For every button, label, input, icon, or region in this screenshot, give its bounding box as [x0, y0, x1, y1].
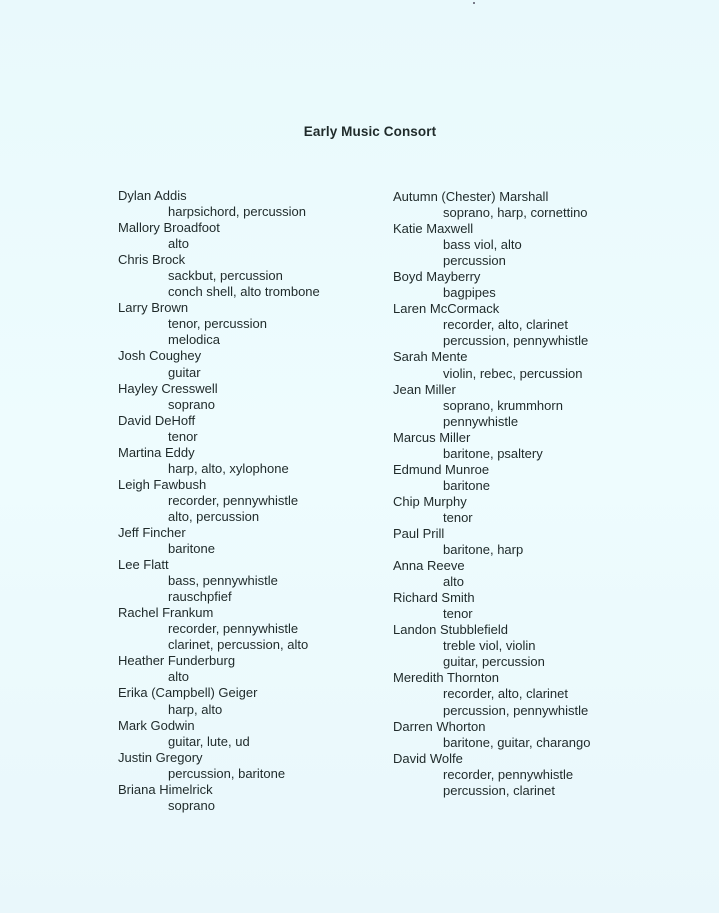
member-instruments: harp, alto	[168, 701, 223, 717]
member-instruments: soprano	[168, 797, 215, 813]
roster-entry	[393, 349, 693, 381]
roster-entry	[393, 751, 693, 799]
member-name: Josh Coughey	[118, 348, 202, 364]
member-instruments: bass viol, alto	[443, 237, 522, 253]
member-instruments: baritone	[443, 477, 490, 493]
roster-entry	[118, 718, 388, 750]
scan-speck	[473, 2, 475, 4]
member-name: David Wolfe	[393, 750, 463, 766]
member-instruments: percussion, baritone	[168, 765, 286, 781]
right-roster-column	[393, 189, 693, 799]
member-name: Mark Godwin	[118, 717, 195, 733]
roster-entry	[393, 590, 693, 622]
member-instruments: percussion, pennywhistle	[443, 702, 589, 718]
roster-entry	[118, 525, 388, 557]
roster-entry	[118, 188, 388, 220]
member-instruments: percussion	[443, 253, 506, 269]
member-name: Chris Brock	[118, 252, 186, 268]
member-name: Anna Reeve	[393, 558, 465, 574]
roster-entry	[393, 526, 693, 558]
member-instruments: tenor	[443, 509, 473, 525]
member-name: Justin Gregory	[118, 749, 203, 765]
roster-entry	[393, 221, 693, 269]
member-name: Meredith Thornton	[393, 670, 499, 686]
member-instruments: percussion, clarinet	[443, 782, 555, 798]
member-instruments: baritone, harp	[443, 542, 524, 558]
member-instruments: guitar, lute, ud	[168, 733, 250, 749]
member-name: Marcus Miller	[393, 429, 471, 445]
member-instruments: rauschpfief	[168, 589, 232, 605]
member-name: Edmund Munroe	[393, 461, 490, 477]
roster-entry	[118, 557, 388, 605]
member-instruments: sackbut, percussion	[168, 268, 283, 284]
member-instruments: baritone, guitar, charango	[443, 734, 591, 750]
roster-entry	[118, 300, 388, 348]
roster-entry	[393, 382, 693, 430]
member-name: Lee Flatt	[118, 557, 169, 573]
roster-entry	[393, 494, 693, 526]
member-instruments: recorder, pennywhistle	[168, 621, 299, 637]
member-name: Erika (Campbell) Geiger	[118, 685, 258, 701]
member-instruments: alto	[168, 669, 189, 685]
roster-entry	[118, 252, 388, 300]
member-name: Leigh Fawbush	[118, 476, 207, 492]
roster-entry	[393, 670, 693, 718]
member-instruments: harp, alto, xylophone	[168, 460, 289, 476]
roster-entry	[118, 685, 388, 717]
member-instruments: bagpipes	[443, 285, 496, 301]
member-name: Hayley Cresswell	[118, 380, 218, 396]
roster-entry	[393, 189, 693, 221]
roster-entry	[393, 622, 693, 670]
roster-entry	[118, 348, 388, 380]
roster-entry	[118, 381, 388, 413]
member-name: David DeHoff	[118, 412, 196, 428]
member-instruments: treble viol, violin	[443, 638, 536, 654]
member-name: Laren McCormack	[393, 301, 500, 317]
roster-entry	[118, 605, 388, 653]
member-instruments: alto, percussion	[168, 508, 260, 524]
member-instruments: soprano, harp, cornettino	[443, 205, 588, 221]
member-name: Dylan Addis	[118, 188, 187, 203]
roster-entry	[393, 301, 693, 349]
member-name: Boyd Mayberry	[393, 269, 481, 285]
member-instruments: tenor	[168, 428, 198, 444]
member-name: Autumn (Chester) Marshall	[393, 189, 549, 204]
page-title: Early Music Consort	[303, 124, 437, 139]
member-instruments: conch shell, alto trombone	[168, 284, 320, 300]
member-name: Jean Miller	[393, 381, 456, 397]
roster-entry	[118, 220, 388, 252]
roster-entry	[393, 269, 693, 301]
member-name: Katie Maxwell	[393, 221, 474, 237]
member-instruments: harpsichord, percussion	[168, 204, 307, 220]
member-instruments: pennywhistle	[443, 413, 519, 429]
member-instruments: violin, rebec, percussion	[443, 365, 583, 381]
roster-entry	[393, 719, 693, 751]
roster-entry	[118, 782, 388, 814]
member-instruments: clarinet, percussion, alto	[168, 637, 309, 653]
roster-entry	[118, 445, 388, 477]
member-instruments: soprano	[168, 396, 215, 412]
roster-entry	[118, 413, 388, 445]
member-name: Darren Whorton	[393, 718, 486, 734]
member-instruments: recorder, alto, clarinet	[443, 317, 569, 333]
member-name: Rachel Frankum	[118, 605, 214, 621]
member-name: Mallory Broadfoot	[118, 220, 220, 236]
member-name: Landon Stubblefield	[393, 622, 508, 638]
roster-entry	[118, 477, 388, 525]
member-instruments: guitar	[168, 364, 201, 380]
member-instruments: melodica	[168, 332, 221, 348]
member-instruments: alto	[168, 236, 189, 252]
left-roster-column	[118, 188, 388, 814]
member-name: Heather Funderburg	[118, 653, 236, 669]
member-instruments: recorder, pennywhistle	[168, 492, 299, 508]
member-name: Paul Prill	[393, 525, 445, 541]
member-instruments: tenor	[443, 606, 473, 622]
member-instruments: guitar, percussion	[443, 654, 545, 670]
member-name: Briana Himelrick	[118, 781, 213, 797]
roster-entry	[118, 750, 388, 782]
member-name: Larry Brown	[118, 300, 189, 316]
member-name: Martina Eddy	[118, 444, 195, 460]
member-instruments: tenor, percussion	[168, 316, 268, 332]
roster-entry	[393, 462, 693, 494]
member-instruments: percussion, pennywhistle	[443, 333, 589, 349]
member-name: Sarah Mente	[393, 349, 468, 365]
roster-entry	[393, 430, 693, 462]
member-instruments: baritone	[168, 541, 215, 557]
member-name: Richard Smith	[393, 590, 475, 606]
member-name: Jeff Fincher	[118, 524, 186, 540]
member-instruments: bass, pennywhistle	[168, 573, 278, 589]
member-name: Chip Murphy	[393, 493, 467, 509]
roster-entry	[118, 653, 388, 685]
member-instruments: baritone, psaltery	[443, 445, 543, 461]
member-instruments: recorder, alto, clarinet	[443, 686, 569, 702]
member-instruments: recorder, pennywhistle	[443, 766, 574, 782]
roster-entry	[393, 558, 693, 590]
member-instruments: alto	[443, 574, 464, 590]
member-instruments: soprano, krummhorn	[443, 397, 563, 413]
